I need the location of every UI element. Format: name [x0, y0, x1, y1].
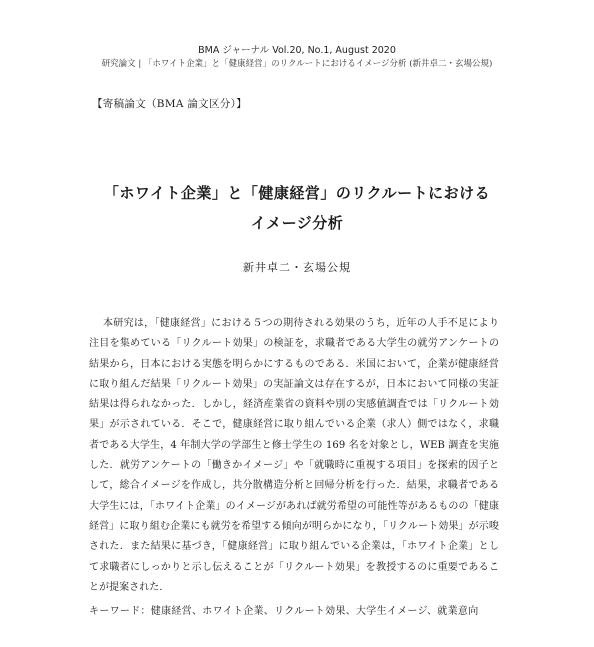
paper-title — [0, 178, 594, 238]
journal-info: BMA ジャーナル Vol.20, No.1, August 2020 — [198, 45, 396, 56]
running-title: 研究論文 | 「ホワイト企業」と「健康経営」のリクルートにおけるイメージ分析 (新井卓二・玄場公規) — [101, 59, 493, 69]
author-list: 新井卓二・玄場公規 — [243, 261, 351, 274]
abstract-body: 本研究は，「健康経営」における５つの期待される効果のうち，近年の人手不足により注目を集めている「リクルート効果」の検証を，求職者である大学生の就労アンケートの結果から，日本における実態を明らかにするものである．米国において，企業が健康経営に取り組んだ結果「リクルート効果」の実証論文は存在するが，日本において同様の実証結果は得られなかった．しかし，経済産業省の資料や別の実感値調査では「リクルート効果」が示されている．そこで，健康経営に取り組んでいる企業（求人）側ではなく，求職者である大学生，4 年制大学の学部生と修士学生の 169 名を対象とし，WEB 調査を実施した．就労アンケートの「働きかイメージ」や「就職時に重視する項目」を探索的因子として，総合イメージを作成し，共分散構造分析と回帰分析を行った．結果，求職者である大学生には，「ホワイト企業」のイメージがあれば就労希望の可能性等があるものの「健康経営」に取り組む企業にも就労を希望する傾向が明らかになり，「リクルート効果」が示唆された．また結果に基づき，「健康経営」に取り組んでいる企業は，「ホワイト企業」として求職者にしっかりと示し伝えることが「リクルート効果」を教授するのに重要であることが提案された． — [89, 318, 499, 593]
title-line-1: 「ホワイト企業」と「健康経営」のリクルートにおける — [103, 184, 491, 202]
article-category: 【寄稿論文（BMA 論文区分）】 — [92, 98, 247, 110]
title-line-2: イメージ分析 — [250, 214, 344, 232]
keywords-line: キーワード：健康経営、ホワイト企業、リクルート効果、大学生イメージ、就業意向 — [89, 606, 479, 617]
journal-header — [0, 44, 594, 71]
